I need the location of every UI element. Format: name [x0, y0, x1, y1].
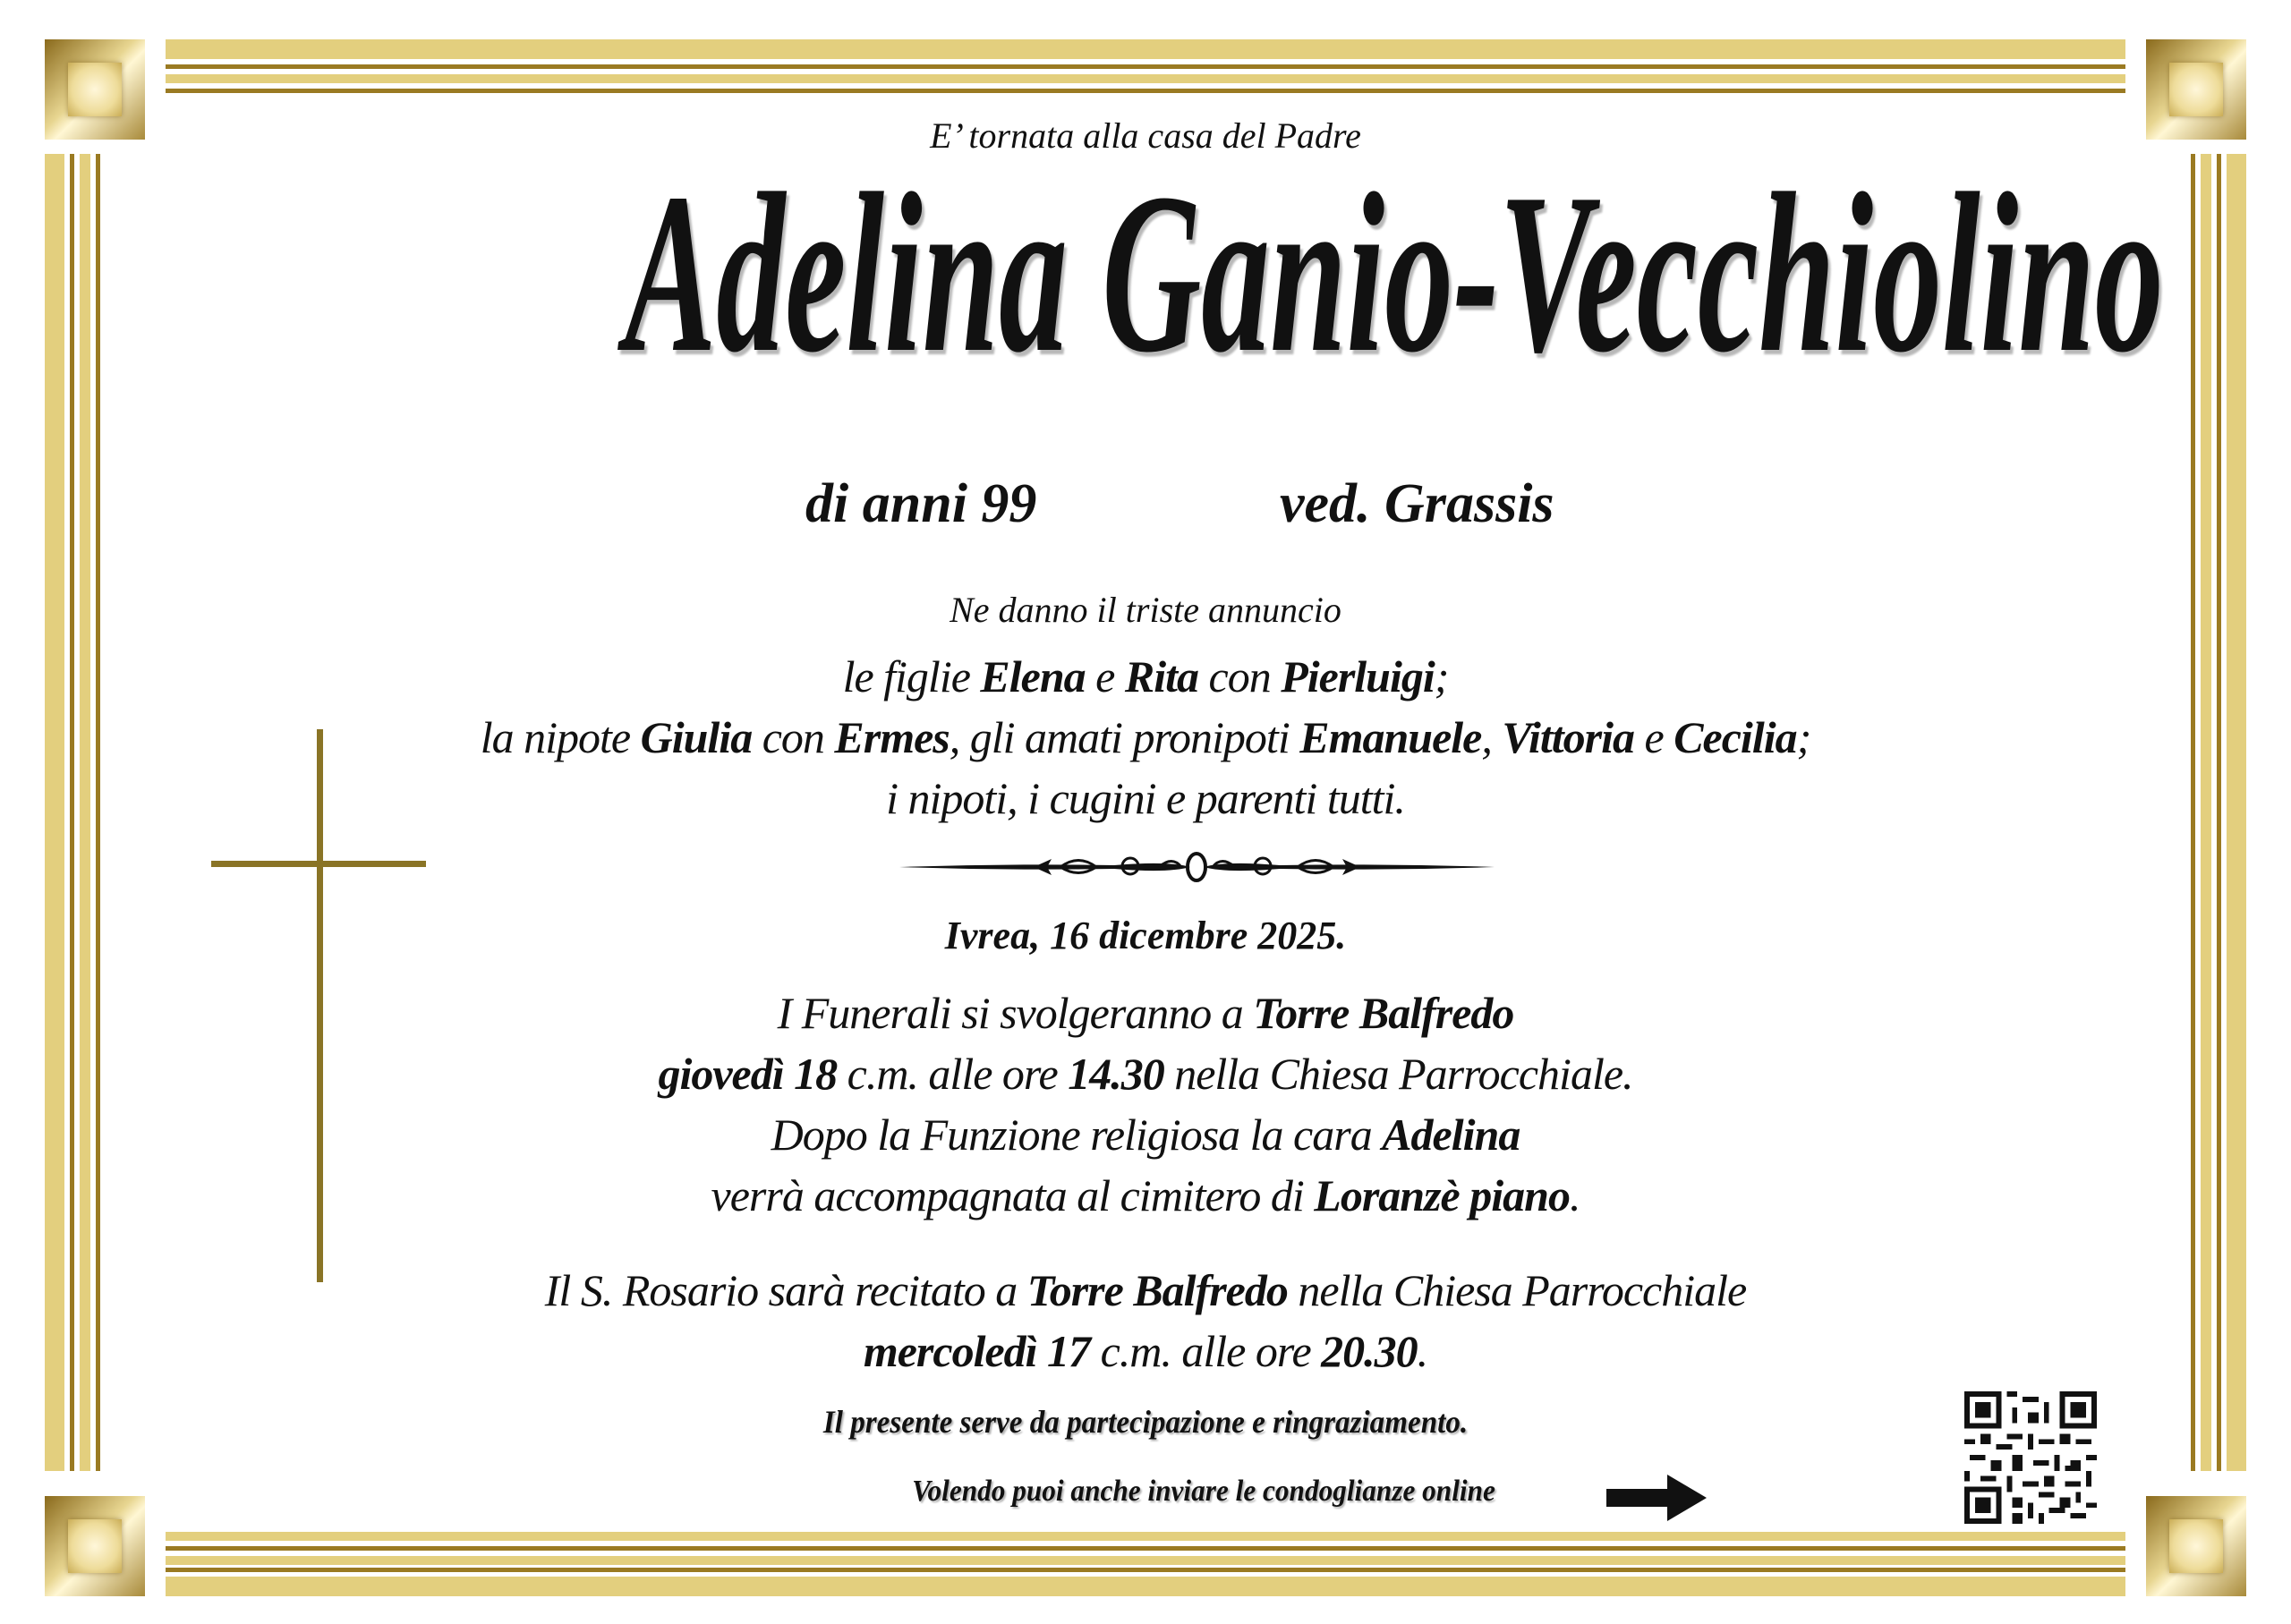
bold-text-segment: Elena: [980, 651, 1086, 701]
text-segment: e: [1085, 651, 1125, 701]
bold-text-segment: Torre Balfredo: [1253, 988, 1514, 1038]
funeral-line: [0, 982, 2291, 1043]
text-segment: ;: [1434, 651, 1449, 701]
bold-text-segment: Cecilia: [1674, 712, 1797, 762]
text-segment: ;: [1796, 712, 1811, 762]
bold-text-segment: Rita: [1124, 651, 1198, 701]
text-segment: , gli amati pronipoti: [949, 712, 1300, 762]
bold-text-segment: Loranzè piano: [1314, 1170, 1570, 1220]
text-segment: la nipote: [480, 712, 641, 762]
announce-line: Ne danno il triste annuncio: [950, 590, 1341, 630]
bold-text-segment: Ermes: [834, 712, 950, 762]
text-segment: le figlie: [842, 651, 981, 701]
text-segment: .: [1569, 1170, 1580, 1220]
rosary-line: [0, 1260, 2291, 1321]
text-segment: c.m. alle ore: [1090, 1326, 1322, 1376]
intro-line: E’ tornata alla casa del Padre: [930, 115, 1361, 156]
age-text: di anni 99: [805, 473, 1037, 534]
text-segment: nella Chiesa Parrocchiale.: [1163, 1049, 1633, 1099]
funeral-line: [0, 1165, 2291, 1226]
funeral-block: [0, 982, 2291, 1226]
corner-ornament-bottom-left: [45, 1496, 145, 1596]
bold-text-segment: Adelina: [1382, 1110, 1520, 1160]
bold-text-segment: Vittoria: [1502, 712, 1634, 762]
bold-text-segment: Giulia: [640, 712, 753, 762]
text-segment: e: [1633, 712, 1674, 762]
funeral-line: [0, 1043, 2291, 1104]
bold-text-segment: Torre Balfredo: [1026, 1265, 1288, 1315]
bold-text-segment: Pierluigi: [1281, 651, 1435, 701]
funeral-line: [0, 1104, 2291, 1165]
bold-text-segment: 14.30: [1068, 1049, 1164, 1099]
text-segment: I Funerali si svolgeranno a: [777, 988, 1254, 1038]
bold-text-segment: Emanuele: [1299, 712, 1482, 762]
arrow-right-icon[interactable]: [1606, 1473, 1709, 1523]
family-line: [0, 707, 2291, 768]
text-segment: ,: [1481, 712, 1503, 762]
text-segment: verrà accompagnata al cimitero di: [711, 1170, 1315, 1220]
text-segment: Dopo la Funzione religiosa la cara: [771, 1110, 1383, 1160]
deceased-name: Adelina Ganio-Vecchiolino: [625, 147, 2164, 400]
family-line: [0, 646, 2291, 707]
participation-note: Il presente serve da partecipazione e ringraziamento.: [822, 1404, 1469, 1440]
bold-text-segment: mercoledì 17: [863, 1326, 1091, 1376]
text-segment: c.m. alle ore: [837, 1049, 1069, 1099]
text-segment: .: [1417, 1326, 1428, 1376]
text-segment: con: [1198, 651, 1282, 701]
bold-text-segment: giovedì 18: [658, 1049, 838, 1099]
text-segment: Il S. Rosario sarà recitato a: [544, 1265, 1027, 1315]
text-segment: nella Chiesa Parrocchiale: [1287, 1265, 1747, 1315]
bold-text-segment: 20.30: [1321, 1326, 1418, 1376]
text-segment: i nipoti, i cugini e parenti tutti.: [886, 773, 1405, 823]
place-date: Ivrea, 16 dicembre 2025.: [944, 914, 1347, 957]
rosary-block: [0, 1260, 2291, 1382]
family-block: [0, 646, 2291, 829]
family-line: [0, 768, 2291, 829]
qr-code-icon[interactable]: [1964, 1391, 2097, 1524]
corner-ornament-bottom-right: [2146, 1496, 2246, 1596]
text-segment: con: [752, 712, 835, 762]
rosary-line: [0, 1321, 2291, 1382]
widow-text: ved. Grassis: [1280, 473, 1554, 534]
condolences-note: Volendo puoi anche inviare le condoglianze online: [912, 1475, 1495, 1508]
ornament-divider-icon: [899, 848, 1495, 886]
